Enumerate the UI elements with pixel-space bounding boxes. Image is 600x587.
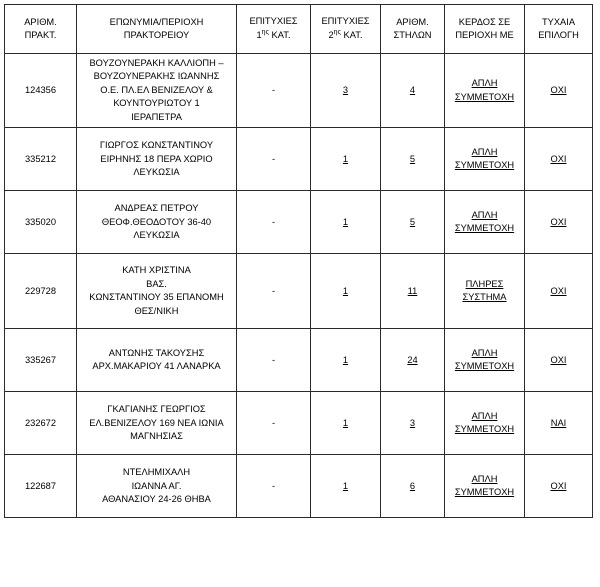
table-row [5,392,593,455]
table-row [5,54,593,128]
cell-agency-number: 232672 [5,392,77,455]
cell-prize-area: ΑΠΛΗ ΣΥΜΜΕΤΟΧΗ [445,392,525,455]
column-header-wins-cat1: ΕΠΙΤΥΧΙΕΣ $1^{\eta\varsigma}$ ΚΑΤ. [237,5,311,54]
table-row [5,455,593,518]
cell-prize-area: ΠΛΗΡΕΣ ΣΥΣΤΗΜΑ [445,254,525,329]
cell-columns-count: 5 [381,128,445,191]
column-header-prize-area: ΚΕΡΔΟΣ ΣΕ ΠΕΡΙΟΧΗ ΜΕ [445,5,525,54]
cell-columns-count: 3 [381,392,445,455]
cell-prize-area: ΑΠΛΗ ΣΥΜΜΕΤΟΧΗ [445,191,525,254]
cell-agency-name: ΓΙΩΡΓΟΣ ΚΩΝΣΤΑΝΤΙΝΟΥ ΕΙΡΗΝΗΣ 18 ΠΕΡΑ ΧΩΡΙΟ ΛΕΥΚΩΣΙΑ [77,128,237,191]
column-header-agency-name: ΕΠΩΝΥΜΙΑ/ΠΕΡΙΟΧΗ ΠΡΑΚΤΟΡΕΙΟΥ [77,5,237,54]
cell-agency-number: 122687 [5,455,77,518]
column-header-random-selection: ΤΥΧΑΙΑ ΕΠΙΛΟΓΗ [525,5,593,54]
cell-wins-cat1: - [237,191,311,254]
cell-agency-name: ΝΤΕΛΗΜΙΧΑΛΗ ΙΩΑΝΝΑ ΑΓ. ΑΘΑΝΑΣΙΟΥ 24-26 ΘΗΒΑ [77,455,237,518]
cell-wins-cat1: - [237,54,311,128]
cell-random-selection: ΝΑΙ [525,392,593,455]
cell-agency-name: ΓΚΑΓΙΑΝΗΣ ΓΕΩΡΓΙΟΣ ΕΛ.ΒΕΝΙΖΕΛΟΥ 169 ΝΕΑ ΙΩΝΙΑ ΜΑΓΝΗΣΙΑΣ [77,392,237,455]
document-page [0,4,600,587]
cell-random-selection: ΟΧΙ [525,329,593,392]
cell-agency-name: ΑΝΔΡΕΑΣ ΠΕΤΡΟΥ ΘΕΟΦ.ΘΕΟΔΟΤΟΥ 36-40 ΛΕΥΚΩΣΙΑ [77,191,237,254]
cell-prize-area: ΑΠΛΗ ΣΥΜΜΕΤΟΧΗ [445,329,525,392]
cell-wins-cat2: 1 [311,128,381,191]
cell-agency-number: 335267 [5,329,77,392]
cell-wins-cat1: - [237,254,311,329]
table-row [5,191,593,254]
cell-wins-cat1: - [237,392,311,455]
column-header-wins-cat2: ΕΠΙΤΥΧΙΕΣ $2^{\eta\varsigma}$ ΚΑΤ. [311,5,381,54]
cell-prize-area: ΑΠΛΗ ΣΥΜΜΕΤΟΧΗ [445,128,525,191]
cell-agency-name: ΑΝΤΩΝΗΣ ΤΑΚΟΥΣΗΣ ΑΡΧ.ΜΑΚΑΡΙΟΥ 41 ΛΑΝΑΡΚΑ [77,329,237,392]
cell-random-selection: ΟΧΙ [525,191,593,254]
cell-wins-cat1: - [237,455,311,518]
table-header-row [5,5,593,54]
cell-wins-cat1: - [237,329,311,392]
cell-wins-cat2: 1 [311,455,381,518]
cell-random-selection: ΟΧΙ [525,54,593,128]
cell-columns-count: 5 [381,191,445,254]
cell-wins-cat2: 3 [311,54,381,128]
agencies-table [4,4,593,518]
cell-agency-number: 335020 [5,191,77,254]
cell-random-selection: ΟΧΙ [525,455,593,518]
cell-prize-area: ΑΠΛΗ ΣΥΜΜΕΤΟΧΗ [445,54,525,128]
cell-wins-cat1: - [237,128,311,191]
column-header-columns-count: ΑΡΙΘΜ. ΣΤΗΛΩΝ [381,5,445,54]
cell-random-selection: ΟΧΙ [525,128,593,191]
table-row [5,128,593,191]
cell-columns-count: 4 [381,54,445,128]
table-row [5,254,593,329]
cell-agency-number: 229728 [5,254,77,329]
column-header-agency-number: ΑΡΙΘΜ. ΠΡΑΚΤ. [5,5,77,54]
cell-columns-count: 11 [381,254,445,329]
cell-wins-cat2: 1 [311,392,381,455]
cell-prize-area: ΑΠΛΗ ΣΥΜΜΕΤΟΧΗ [445,455,525,518]
cell-agency-number: 335212 [5,128,77,191]
table-row [5,329,593,392]
cell-columns-count: 6 [381,455,445,518]
cell-agency-name: ΒΟΥΖΟΥΝΕΡΑΚΗ ΚΑΛΛΙΟΠΗ – ΒΟΥΖΟΥΝΕΡΑΚΗΣ ΙΩΑΝΝΗΣ Ο.Ε. ΠΛ.ΕΛ ΒΕΝΙΖΕΛΟΥ & ΚΟΥΝΤΟΥΡΙΩΤΟΥ 1 ΙΕΡΑΠΕΤΡΑ [77,54,237,128]
cell-agency-number: 124356 [5,54,77,128]
cell-wins-cat2: 1 [311,191,381,254]
cell-wins-cat2: 1 [311,254,381,329]
cell-agency-name: ΚΑΤΗ ΧΡΙΣΤΙΝΑ ΒΑΣ. ΚΩΝΣΤΑΝΤΙΝΟΥ 35 ΕΠΑΝΟΜΗ ΘΕΣ/ΝΙΚΗ [77,254,237,329]
cell-columns-count: 24 [381,329,445,392]
cell-wins-cat2: 1 [311,329,381,392]
cell-random-selection: ΟΧΙ [525,254,593,329]
